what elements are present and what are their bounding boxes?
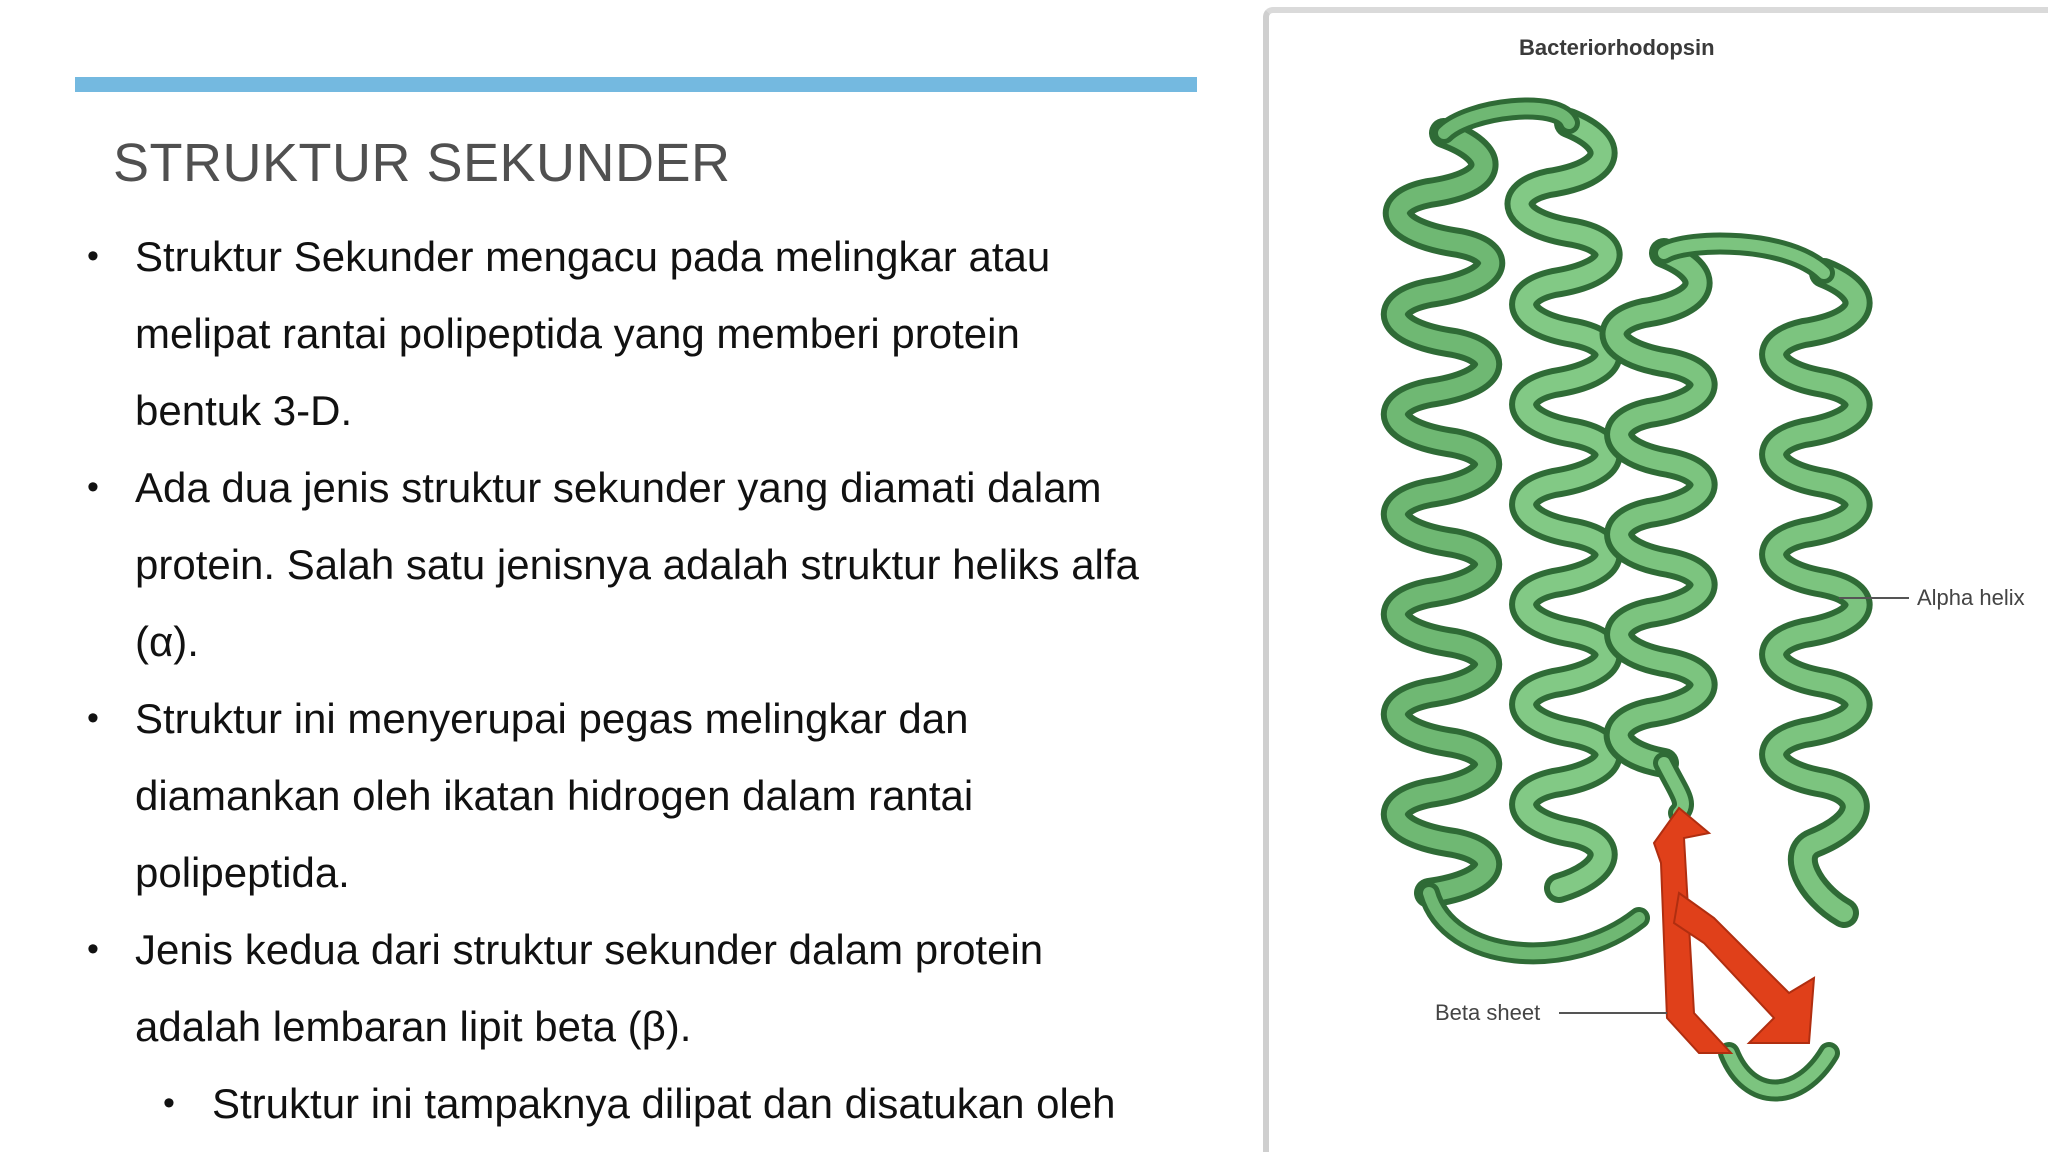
alpha-helix-2 (1519, 123, 1607, 888)
bullet-line: melipat rantai polipeptida yang memberi protein (135, 310, 1020, 357)
bullet-line: polipeptida. (135, 849, 350, 896)
bullet-line: bentuk 3-D. (135, 387, 353, 434)
bullet-line: Jenis kedua dari struktur sekunder dalam protein (135, 926, 1044, 973)
alpha-helix-3 (1614, 253, 1702, 763)
title-accent-bar (75, 77, 1197, 92)
bullet-line: diamankan oleh ikatan hidrogen dalam rantai (135, 772, 974, 819)
protein-figure-panel (1263, 7, 2048, 1152)
bullet-dot: • (87, 930, 99, 968)
bullet-line: adalah lembaran lipit beta (β). (135, 1003, 692, 1050)
bullet-line: Struktur Sekunder mengacu pada melingkar atau (135, 233, 1051, 280)
figure-title: Bacteriorhodopsin (1519, 35, 1715, 60)
bullet-line: Struktur ini menyerupai pegas melingkar dan (135, 695, 969, 742)
alpha-helix-1 (1396, 133, 1490, 893)
sub-bullet-item (75, 1065, 1195, 1142)
bullet-line: Struktur ini tampaknya dilipat dan disatukan oleh (212, 1080, 1116, 1127)
bullet-item (75, 218, 1195, 449)
bullet-item (75, 449, 1195, 680)
bullet-line: protein. Salah satu jenisnya adalah struktur heliks alfa (135, 541, 1139, 588)
bullet-list (75, 218, 1195, 1142)
bacteriorhodopsin-illustration (1269, 13, 2048, 1152)
bullet-line: (α). (135, 618, 199, 665)
bullet-item (75, 911, 1195, 1065)
slide-title: STRUKTUR SEKUNDER (113, 133, 731, 193)
alpha-helix-label: Alpha helix (1917, 585, 2025, 610)
alpha-helix-4 (1774, 273, 1858, 913)
beta-sheet (1654, 808, 1814, 1053)
bullet-dot: • (87, 699, 99, 737)
bullet-dot: • (163, 1084, 175, 1122)
bullet-dot: • (87, 468, 99, 506)
beta-sheet-label: Beta sheet (1435, 1000, 1541, 1025)
bullet-line: Ada dua jenis struktur sekunder yang diamati dalam (135, 464, 1102, 511)
bullet-item (75, 680, 1195, 911)
bullet-dot: • (87, 237, 99, 275)
